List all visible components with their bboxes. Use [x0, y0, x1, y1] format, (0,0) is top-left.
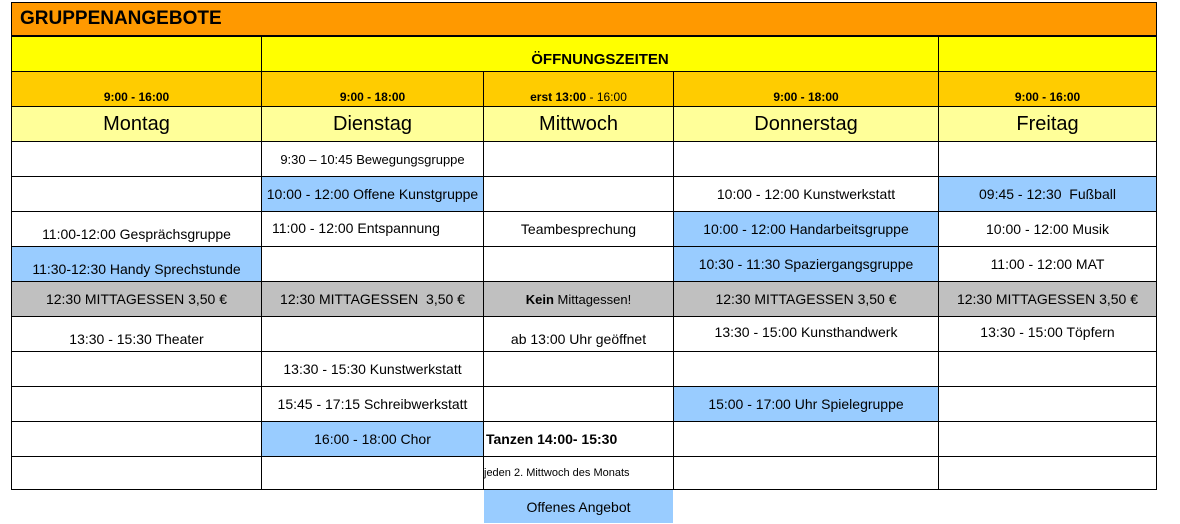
donnerstag-handarbeitsgruppe: 10:00 - 12:00 Handarbeitsgruppe: [673, 211, 939, 247]
freitag-fussball: 09:45 - 12:30 Fußball: [938, 176, 1157, 212]
montag-gespraechsgruppe: 11:00-12:00 Gesprächsgruppe: [11, 211, 262, 247]
dienstag-entspannung: 11:00 - 12:00 Entspannung: [261, 211, 484, 247]
page-title: GRUPPENANGEBOTE: [11, 2, 1157, 36]
dienstag-bewegungsgruppe: 9:30 – 10:45 Bewegungsgruppe: [261, 141, 484, 177]
donnerstag-mittagessen: 12:30 MITTAGESSEN 3,50 €: [673, 281, 939, 317]
montag-theater: 13:30 - 15:30 Theater: [11, 316, 262, 352]
day-mittwoch: Mittwoch: [483, 106, 674, 142]
hours-freitag: 9:00 - 16:00: [938, 71, 1157, 107]
cell-empty: [483, 351, 674, 387]
montag-handy-sprechstunde: 11:30-12:30 Handy Sprechstunde: [11, 246, 262, 282]
cell-empty: [938, 456, 1157, 490]
cell-empty: [11, 176, 262, 212]
hours-mittwoch-bold: erst 13:00: [530, 90, 587, 104]
day-freitag: Freitag: [938, 106, 1157, 142]
cell-empty: [483, 386, 674, 422]
cell-empty: [673, 421, 939, 457]
cell-empty: [938, 386, 1157, 422]
donnerstag-spaziergangsgruppe: 10:30 - 11:30 Spaziergangsgruppe: [673, 246, 939, 282]
day-dienstag: Dienstag: [261, 106, 484, 142]
donnerstag-spielegruppe: 15:00 - 17:00 Uhr Spielegruppe: [673, 386, 939, 422]
kein-label: Kein: [525, 291, 554, 307]
donnerstag-kunstwerkstatt: 10:00 - 12:00 Kunstwerkstatt: [673, 176, 939, 212]
hours-donnerstag: 9:00 - 18:00: [673, 71, 939, 107]
cell-empty: [11, 456, 262, 490]
mittwoch-tanzen: Tanzen 14:00- 15:30: [483, 421, 674, 457]
mittwoch-geoeffnet: ab 13:00 Uhr geöffnet: [483, 316, 674, 352]
montag-mittagessen: 12:30 MITTAGESSEN 3,50 €: [11, 281, 262, 317]
oeffnungszeiten-header: ÖFFNUNGSZEITEN: [261, 36, 939, 72]
cell-empty: [11, 386, 262, 422]
mittagessen-label: Mittagessen!: [553, 291, 632, 307]
header-spacer-left: [11, 36, 262, 72]
mittwoch-teambesprechung: Teambesprechung: [483, 211, 674, 247]
hours-dienstag: 9:00 - 18:00: [261, 71, 484, 107]
cell-empty: [938, 141, 1157, 177]
freitag-mittagessen: 12:30 MITTAGESSEN 3,50 €: [938, 281, 1157, 317]
hours-mittwoch: [483, 71, 674, 107]
donnerstag-kunsthandwerk: 13:30 - 15:00 Kunsthandwerk: [673, 316, 939, 352]
cell-empty: [483, 246, 674, 282]
mittwoch-jeden-2-mittwoch: jeden 2. Mittwoch des Monats: [483, 456, 674, 490]
cell-empty: [11, 141, 262, 177]
cell-empty: [673, 351, 939, 387]
cell-empty: [11, 421, 262, 457]
cell-empty: [938, 421, 1157, 457]
freitag-musik: 10:00 - 12:00 Musik: [938, 211, 1157, 247]
cell-empty: [673, 141, 939, 177]
freitag-toepfern: 13:30 - 15:00 Töpfern: [938, 316, 1157, 352]
cell-empty: [673, 456, 939, 490]
cell-empty: [11, 351, 262, 387]
hours-mittwoch-rest: - 16:00: [586, 90, 627, 104]
dienstag-schreibwerkstatt: 15:45 - 17:15 Schreibwerkstatt: [261, 386, 484, 422]
cell-empty: [938, 351, 1157, 387]
dienstag-chor: 16:00 - 18:00 Chor: [261, 421, 484, 457]
dienstag-offene-kunstgruppe: 10:00 - 12:00 Offene Kunstgruppe: [261, 176, 484, 212]
day-montag: Montag: [11, 106, 262, 142]
cell-empty: [261, 316, 484, 352]
dienstag-kunstwerkstatt: 13:30 - 15:30 Kunstwerkstatt: [261, 351, 484, 387]
dienstag-mittagessen: 12:30 MITTAGESSEN 3,50 €: [261, 281, 484, 317]
cell-empty: [483, 176, 674, 212]
mittwoch-offenes-angebot: Offenes Angebot: [484, 490, 673, 523]
header-spacer-right: [938, 36, 1157, 72]
freitag-mat: 11:00 - 12:00 MAT: [938, 246, 1157, 282]
cell-empty: [261, 456, 484, 490]
cell-empty: [261, 246, 484, 282]
mittwoch-kein-mittagessen: [483, 281, 674, 317]
hours-montag: 9:00 - 16:00: [11, 71, 262, 107]
cell-empty: [483, 141, 674, 177]
day-donnerstag: Donnerstag: [673, 106, 939, 142]
